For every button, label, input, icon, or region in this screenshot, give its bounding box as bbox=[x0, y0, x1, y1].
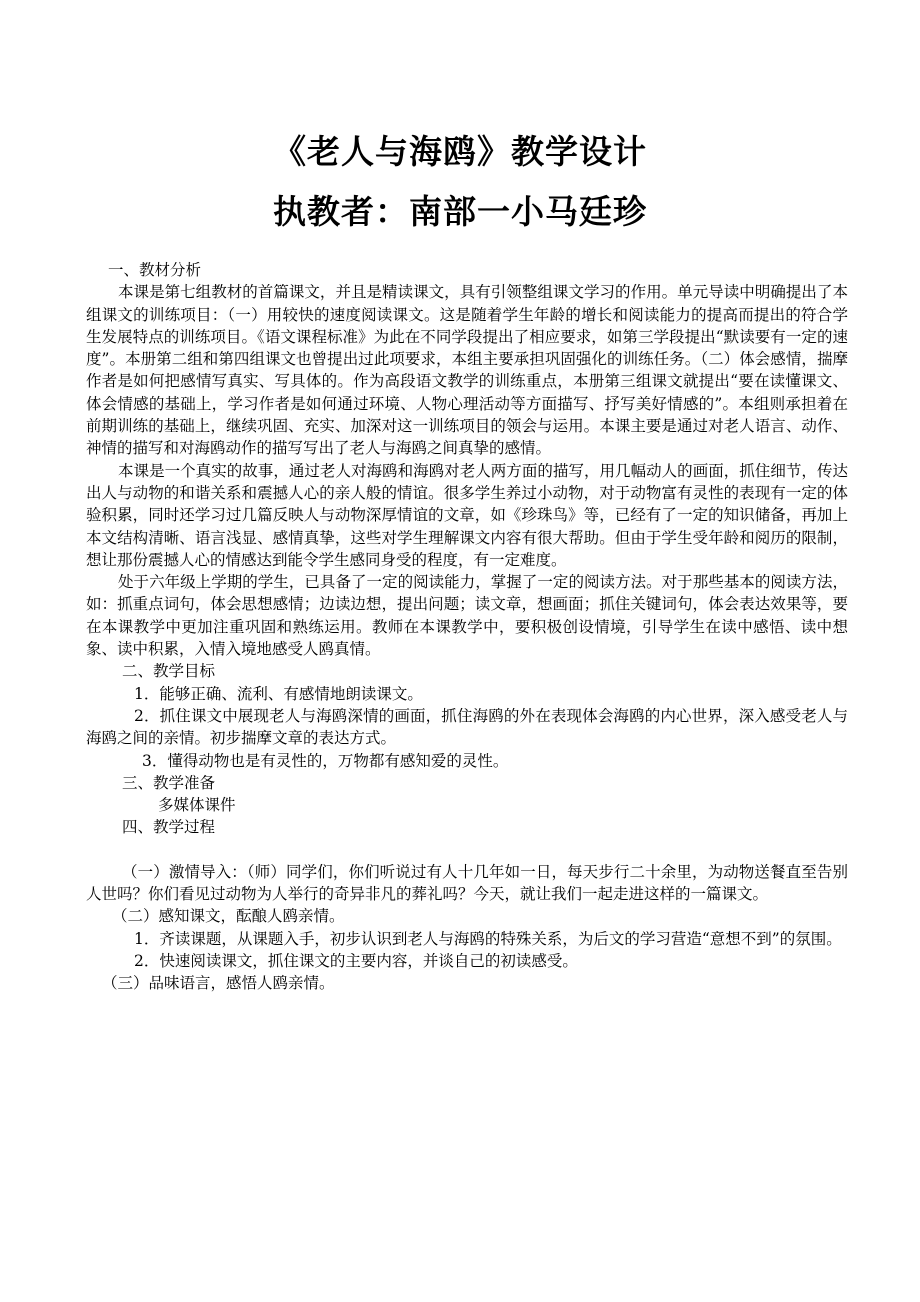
list-item: 1．能够正确、流利、有感情地朗读课文。 bbox=[134, 684, 423, 703]
section-heading-analysis: 一、教材分析 bbox=[108, 261, 202, 279]
page-title: 《老人与海鸥》教学设计 bbox=[273, 132, 647, 171]
section-heading-goals: 二、教学目标 bbox=[122, 662, 216, 681]
paragraph: 本课是一个真实的故事，通过老人对海鸥和海鸥对老人两方面的描写，用几幅动人的画面，抓住细节，传达出人与动物的和谐关系和震撼人心的亲人般的情谊。很多学生养过小动物，对于动物富有灵性的表现有一定的体验积累，同时还学习过几篇反映人与动物深厚情谊的文章，如《珍珠鸟》等，已经有了一定的知识储备，再加上本文结构清晰、语言浅显、感情真挚，这些对学生理解课文内容有很大帮助。但由于学生受年龄和阅历的限制，想让那份震撼人心的情感达到能令学生感同身受的程度，有一定难度。 bbox=[86, 461, 848, 569]
paragraph: （一）激情导入：（师）同学们，你们听说过有人十几年如一日，每天步行二十余里，为动物送餐直至告别人世吗？你们看见过动物为人举行的奇异非凡的葬礼吗？今天，就让我们一起走进这样的一篇课文。 bbox=[86, 862, 848, 904]
list-item: 1．齐读课题，从课题入手，初步认识到老人与海鸥的特殊关系，为后文的学习营造“意想不到”的氛围。 bbox=[134, 929, 842, 948]
list-item: 2．快速阅读课文，抓住课文的主要内容，并谈自己的初读感受。 bbox=[134, 951, 578, 970]
section-heading-preparation: 三、教学准备 bbox=[122, 773, 216, 792]
step-heading: （二）感知课文，酝酿人鸥亲情。 bbox=[112, 907, 345, 926]
list-item: 多媒体课件 bbox=[158, 796, 236, 815]
step-heading: （三）品味语言，感悟人鸥亲情。 bbox=[102, 974, 335, 993]
paragraph: 本课是第七组教材的首篇课文，并且是精读课文，具有引领整组课文学习的作用。单元导读中明确提出了本组课文的训练项目：（一）用较快的速度阅读课文。这是随着学生年龄的增长和阅读能力的提高而提出的符合学生发展特点的训练项目。《语文课程标准》为此在不同学段提出了相应要求，如第三学段提出“默读要有一定的速度”。本册第二组和第四组课文也曾提出过此项要求，本组主要承担巩固强化的训练任务。（二）体会感情，揣摩作者是如何把感情写真实、写具体的。作为高段语文教学的训练重点，本册第三组课文就提出“要在读懂课文、体会情感的基础上，学习作者是如何通过环境、人物心理活动等方面描写、抒写美好情感的”。本组则承担着在前期训练的基础上，继续巩固、充实、加深对这一训练项目的领会与运用。本课主要是通过对老人语言、动作、神情的描写和对海鸥动作的描写写出了老人与海鸥之间真挚的感情。 bbox=[86, 283, 848, 458]
list-item: 3．懂得动物也是有灵性的，万物都有感知爱的灵性。 bbox=[142, 751, 509, 770]
spacer bbox=[86, 839, 848, 861]
section-heading-process: 四、教学过程 bbox=[122, 818, 216, 837]
paragraph: 处于六年级上学期的学生，已具备了一定的阅读能力，掌握了一定的阅读方法。对于那些基本的阅读方法，如：抓重点词句，体会思想感情；边读边想，提出问题；读文章，想画面；抓住关键词句，体会表达效果等，要在本课教学中更加注重巩固和熟练运用。教师在本课教学中，要积极创设情境，引导学生在读中感悟、读中想象、读中积累，入情入境地感受人鸥真情。 bbox=[86, 573, 848, 659]
document-body bbox=[86, 259, 848, 995]
page-subtitle: 执教者：南部一小马廷珍 bbox=[273, 192, 647, 231]
list-item: 2．抓住课文中展现老人与海鸥深情的画面，抓住海鸥的外在表现体会海鸥的内心世界，深入感受老人与海鸥之间的亲情。初步揣摩文章的表达方式。 bbox=[86, 706, 848, 748]
